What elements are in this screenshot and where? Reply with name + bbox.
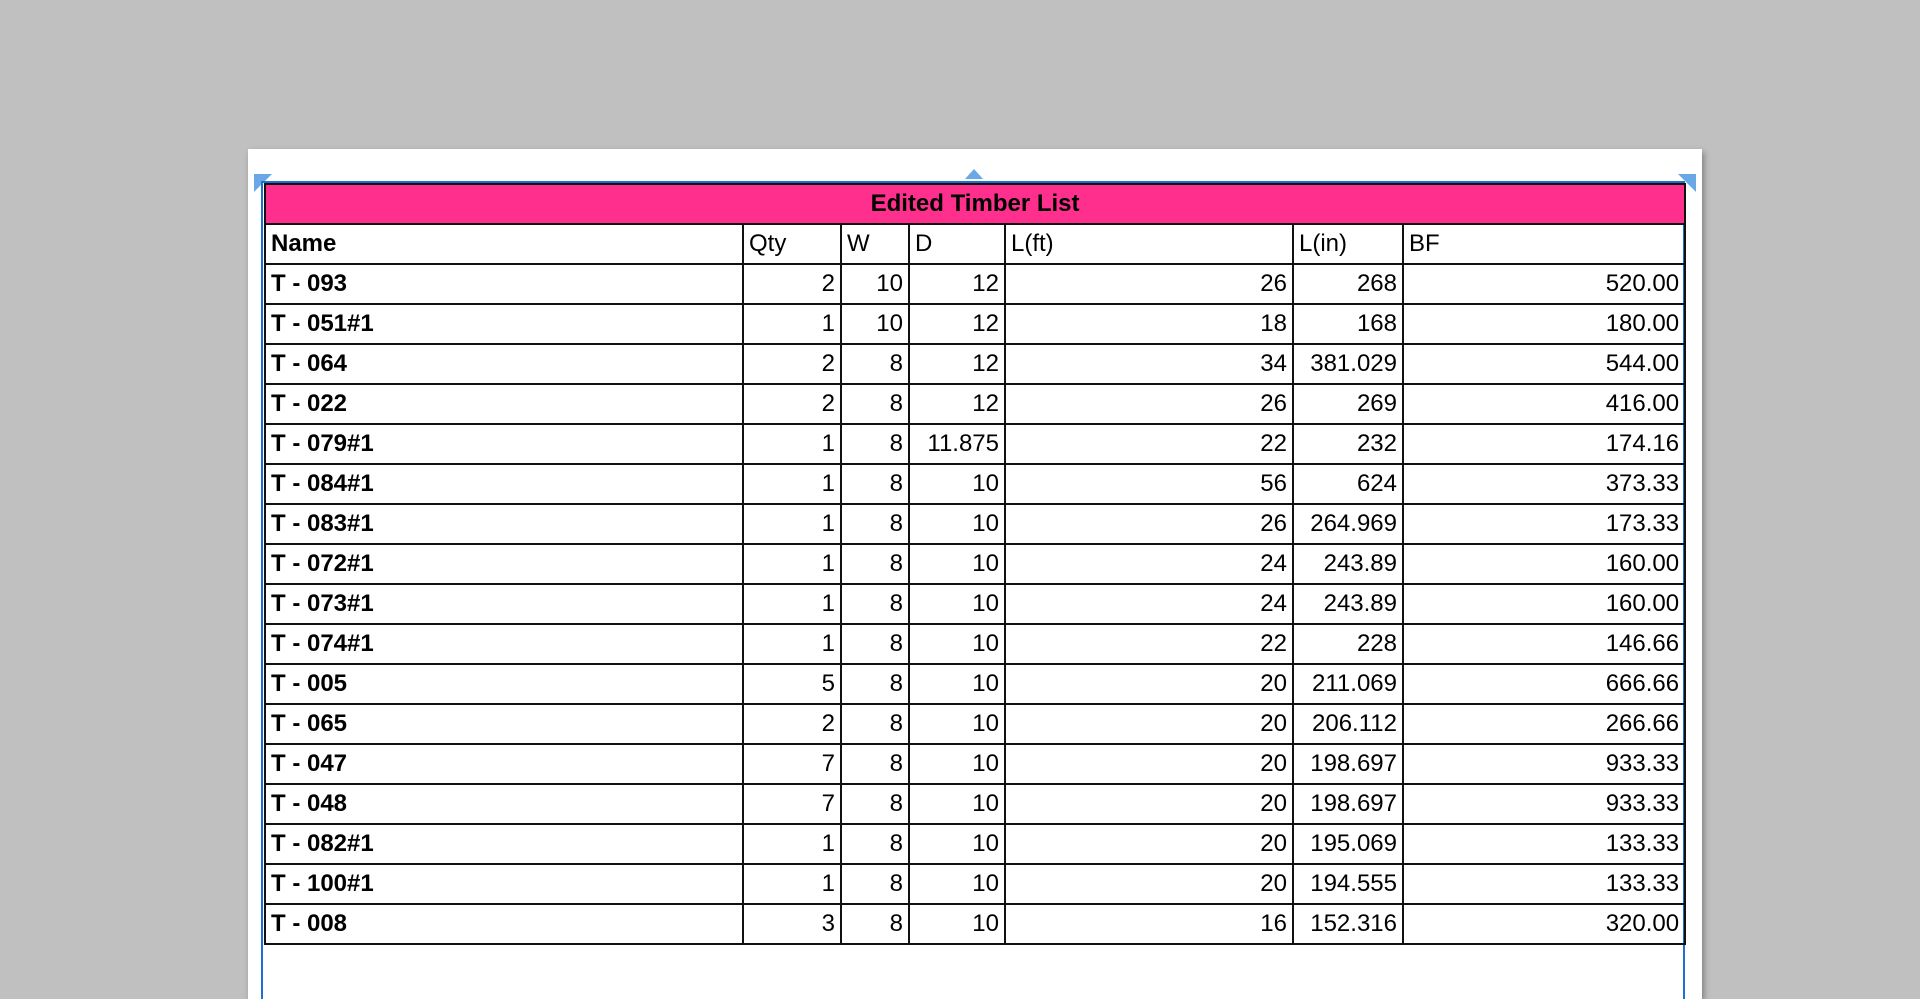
cell-name[interactable]: T - 072#1 — [265, 544, 743, 584]
cell-bf[interactable]: 373.33 — [1403, 464, 1685, 504]
header-w[interactable]: W — [841, 224, 909, 264]
cell-lft[interactable]: 20 — [1005, 824, 1293, 864]
cell-bf[interactable]: 266.66 — [1403, 704, 1685, 744]
cell-qty[interactable]: 2 — [743, 384, 841, 424]
table-row — [265, 904, 1685, 944]
cell-d[interactable]: 10 — [909, 584, 1005, 624]
table-row — [265, 624, 1685, 664]
cell-w[interactable]: 8 — [841, 544, 909, 584]
cell-qty[interactable]: 1 — [743, 464, 841, 504]
cell-name[interactable]: T - 022 — [265, 384, 743, 424]
cell-qty[interactable]: 1 — [743, 304, 841, 344]
cell-name[interactable]: T - 100#1 — [265, 864, 743, 904]
cell-bf[interactable]: 666.66 — [1403, 664, 1685, 704]
cell-name[interactable]: T - 083#1 — [265, 504, 743, 544]
cell-qty[interactable]: 1 — [743, 504, 841, 544]
cell-d[interactable]: 10 — [909, 744, 1005, 784]
table-row — [265, 424, 1685, 464]
cell-qty[interactable]: 2 — [743, 704, 841, 744]
cell-bf[interactable]: 173.33 — [1403, 504, 1685, 544]
cell-bf[interactable]: 174.16 — [1403, 424, 1685, 464]
cell-name[interactable]: T - 079#1 — [265, 424, 743, 464]
cell-name[interactable]: T - 073#1 — [265, 584, 743, 624]
cell-lin[interactable]: 243.89 — [1293, 544, 1403, 584]
cell-bf[interactable]: 133.33 — [1403, 824, 1685, 864]
cell-lin[interactable]: 198.697 — [1293, 744, 1403, 784]
cell-qty[interactable]: 1 — [743, 584, 841, 624]
cell-name[interactable]: T - 005 — [265, 664, 743, 704]
cell-d[interactable]: 10 — [909, 464, 1005, 504]
table-row — [265, 344, 1685, 384]
cell-lft[interactable]: 16 — [1005, 904, 1293, 944]
cell-d[interactable]: 10 — [909, 504, 1005, 544]
cell-d[interactable]: 10 — [909, 704, 1005, 744]
header-bf[interactable]: BF — [1403, 224, 1685, 264]
cell-w[interactable]: 8 — [841, 864, 909, 904]
cell-bf[interactable]: 520.00 — [1403, 264, 1685, 304]
cell-lft[interactable]: 22 — [1005, 624, 1293, 664]
cell-w[interactable]: 8 — [841, 464, 909, 504]
cell-bf[interactable]: 320.00 — [1403, 904, 1685, 944]
cell-d[interactable]: 10 — [909, 664, 1005, 704]
table-row — [265, 704, 1685, 744]
cell-d[interactable]: 11.875 — [909, 424, 1005, 464]
cell-qty[interactable]: 1 — [743, 824, 841, 864]
cell-lft[interactable]: 56 — [1005, 464, 1293, 504]
cell-bf[interactable]: 544.00 — [1403, 344, 1685, 384]
cell-lft[interactable]: 20 — [1005, 864, 1293, 904]
cell-w[interactable]: 8 — [841, 704, 909, 744]
title-row — [265, 184, 1685, 224]
cell-w[interactable]: 8 — [841, 584, 909, 624]
table-row — [265, 464, 1685, 504]
cell-lft[interactable]: 34 — [1005, 344, 1293, 384]
cell-bf[interactable]: 160.00 — [1403, 544, 1685, 584]
cell-w[interactable]: 10 — [841, 264, 909, 304]
cell-lin[interactable]: 381.029 — [1293, 344, 1403, 384]
cell-lin[interactable]: 194.555 — [1293, 864, 1403, 904]
cell-lft[interactable]: 18 — [1005, 304, 1293, 344]
selection-handle-top-center[interactable] — [965, 169, 983, 179]
cell-w[interactable]: 8 — [841, 824, 909, 864]
cell-qty[interactable]: 2 — [743, 344, 841, 384]
cell-lft[interactable]: 24 — [1005, 544, 1293, 584]
cell-lin[interactable]: 211.069 — [1293, 664, 1403, 704]
cell-lin[interactable]: 168 — [1293, 304, 1403, 344]
cell-d[interactable]: 10 — [909, 544, 1005, 584]
table-row — [265, 304, 1685, 344]
cell-lft[interactable]: 20 — [1005, 664, 1293, 704]
cell-name[interactable]: T - 065 — [265, 704, 743, 744]
header-lft[interactable]: L(ft) — [1005, 224, 1293, 264]
cell-w[interactable]: 10 — [841, 304, 909, 344]
cell-name[interactable]: T - 093 — [265, 264, 743, 304]
cell-lin[interactable]: 228 — [1293, 624, 1403, 664]
cell-d[interactable]: 12 — [909, 304, 1005, 344]
cell-name[interactable]: T - 008 — [265, 904, 743, 944]
cell-lin[interactable]: 206.112 — [1293, 704, 1403, 744]
cell-name[interactable]: T - 048 — [265, 784, 743, 824]
cell-d[interactable]: 10 — [909, 904, 1005, 944]
cell-lft[interactable]: 22 — [1005, 424, 1293, 464]
cell-lft[interactable]: 26 — [1005, 384, 1293, 424]
header-d[interactable]: D — [909, 224, 1005, 264]
cell-w[interactable]: 8 — [841, 784, 909, 824]
cell-qty[interactable]: 1 — [743, 624, 841, 664]
table-row — [265, 584, 1685, 624]
cell-qty[interactable]: 1 — [743, 544, 841, 584]
table-row — [265, 264, 1685, 304]
cell-name[interactable]: T - 074#1 — [265, 624, 743, 664]
cell-lft[interactable]: 20 — [1005, 744, 1293, 784]
cell-d[interactable]: 12 — [909, 264, 1005, 304]
cell-lft[interactable]: 26 — [1005, 264, 1293, 304]
cell-d[interactable]: 10 — [909, 824, 1005, 864]
cell-name[interactable]: T - 051#1 — [265, 304, 743, 344]
cell-bf[interactable]: 933.33 — [1403, 784, 1685, 824]
cell-qty[interactable]: 7 — [743, 744, 841, 784]
cell-w[interactable]: 8 — [841, 904, 909, 944]
cell-w[interactable]: 8 — [841, 744, 909, 784]
cell-lft[interactable]: 20 — [1005, 784, 1293, 824]
cell-w[interactable]: 8 — [841, 344, 909, 384]
document-page — [248, 149, 1702, 999]
cell-d[interactable]: 10 — [909, 864, 1005, 904]
cell-bf[interactable]: 933.33 — [1403, 744, 1685, 784]
cell-w[interactable]: 8 — [841, 384, 909, 424]
cell-d[interactable]: 12 — [909, 344, 1005, 384]
cell-w[interactable]: 8 — [841, 664, 909, 704]
cell-bf[interactable]: 160.00 — [1403, 584, 1685, 624]
cell-bf[interactable]: 146.66 — [1403, 624, 1685, 664]
cell-w[interactable]: 8 — [841, 424, 909, 464]
cell-name[interactable]: T - 064 — [265, 344, 743, 384]
cell-qty[interactable]: 1 — [743, 424, 841, 464]
header-row — [265, 224, 1685, 264]
cell-lin[interactable]: 264.969 — [1293, 504, 1403, 544]
cell-qty[interactable]: 2 — [743, 264, 841, 304]
cell-name[interactable]: T - 082#1 — [265, 824, 743, 864]
cell-qty[interactable]: 5 — [743, 664, 841, 704]
cell-lin[interactable]: 198.697 — [1293, 784, 1403, 824]
table-row — [265, 784, 1685, 824]
cell-qty[interactable]: 3 — [743, 904, 841, 944]
cell-bf[interactable]: 416.00 — [1403, 384, 1685, 424]
table-row — [265, 504, 1685, 544]
cell-lin[interactable]: 243.89 — [1293, 584, 1403, 624]
table-row — [265, 864, 1685, 904]
cell-bf[interactable]: 133.33 — [1403, 864, 1685, 904]
cell-lin[interactable]: 152.316 — [1293, 904, 1403, 944]
cell-name[interactable]: T - 047 — [265, 744, 743, 784]
cell-d[interactable]: 12 — [909, 384, 1005, 424]
cell-lin[interactable]: 232 — [1293, 424, 1403, 464]
cell-name[interactable]: T - 084#1 — [265, 464, 743, 504]
cell-lft[interactable]: 24 — [1005, 584, 1293, 624]
header-qty[interactable]: Qty — [743, 224, 841, 264]
table-row — [265, 664, 1685, 704]
table-row — [265, 744, 1685, 784]
cell-lin[interactable]: 624 — [1293, 464, 1403, 504]
cell-qty[interactable]: 7 — [743, 784, 841, 824]
cell-w[interactable]: 8 — [841, 624, 909, 664]
header-lin[interactable]: L(in) — [1293, 224, 1403, 264]
header-name[interactable]: Name — [265, 224, 743, 264]
cell-d[interactable]: 10 — [909, 624, 1005, 664]
table-title[interactable]: Edited Timber List — [265, 184, 1685, 224]
table-body — [265, 264, 1685, 944]
cell-lft[interactable]: 26 — [1005, 504, 1293, 544]
timber-table[interactable] — [264, 183, 1686, 945]
cell-bf[interactable]: 180.00 — [1403, 304, 1685, 344]
cell-d[interactable]: 10 — [909, 784, 1005, 824]
table-row — [265, 544, 1685, 584]
table-row — [265, 384, 1685, 424]
cell-lin[interactable]: 269 — [1293, 384, 1403, 424]
cell-lin[interactable]: 195.069 — [1293, 824, 1403, 864]
table-row — [265, 824, 1685, 864]
cell-lin[interactable]: 268 — [1293, 264, 1403, 304]
cell-w[interactable]: 8 — [841, 504, 909, 544]
cell-qty[interactable]: 1 — [743, 864, 841, 904]
cell-lft[interactable]: 20 — [1005, 704, 1293, 744]
